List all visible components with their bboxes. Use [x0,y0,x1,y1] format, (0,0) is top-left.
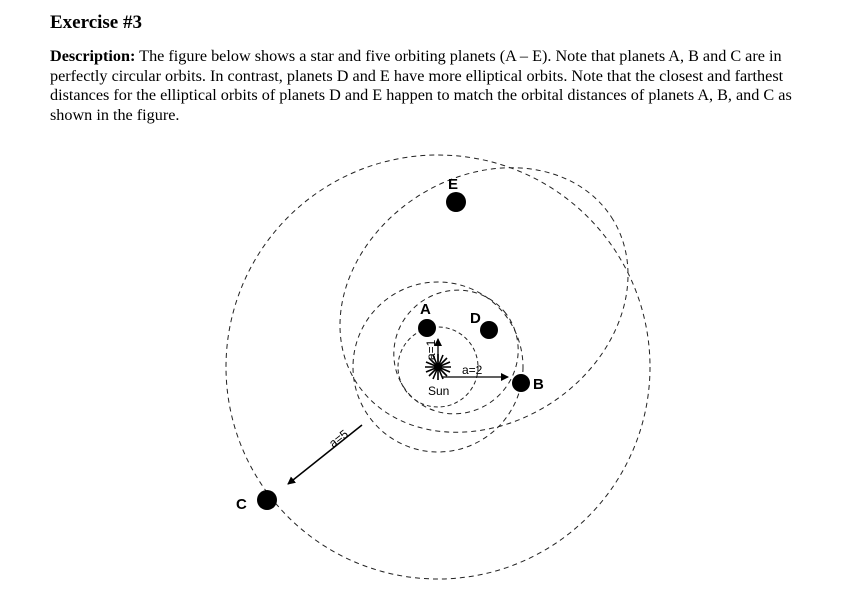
planet-e [446,192,466,212]
arrow-a5 [288,425,362,484]
label-e: E [448,176,459,193]
label-d: D [470,310,481,327]
planet-d [480,321,498,339]
label-sun: Sun [428,384,450,398]
planet-b [512,374,530,392]
orbit-e [290,114,679,486]
description-label: Description: [50,47,136,65]
description-text: The figure below shows a star and five orbiting planets (A – E). Note that planets A, B and C are in perfectly circular orbits. In contrast, planets D and E have more elliptical orbits. Note that the closest and farthest distances for the elliptical orbits of planets D and E happen to match the orbital distances of planets A, B, and C as shown in the figure. [50,47,792,124]
label-a2: a=2 [462,363,483,377]
label-c: C [236,496,247,513]
label-b: B [533,376,544,393]
label-a5: a=5 [326,426,351,451]
planet-c [257,490,277,510]
label-a1: a=1 [424,339,438,360]
orbit-d [369,265,544,439]
exercise-title: Exercise #3 [50,12,142,33]
label-a: A [420,301,431,318]
planet-a [418,319,436,337]
